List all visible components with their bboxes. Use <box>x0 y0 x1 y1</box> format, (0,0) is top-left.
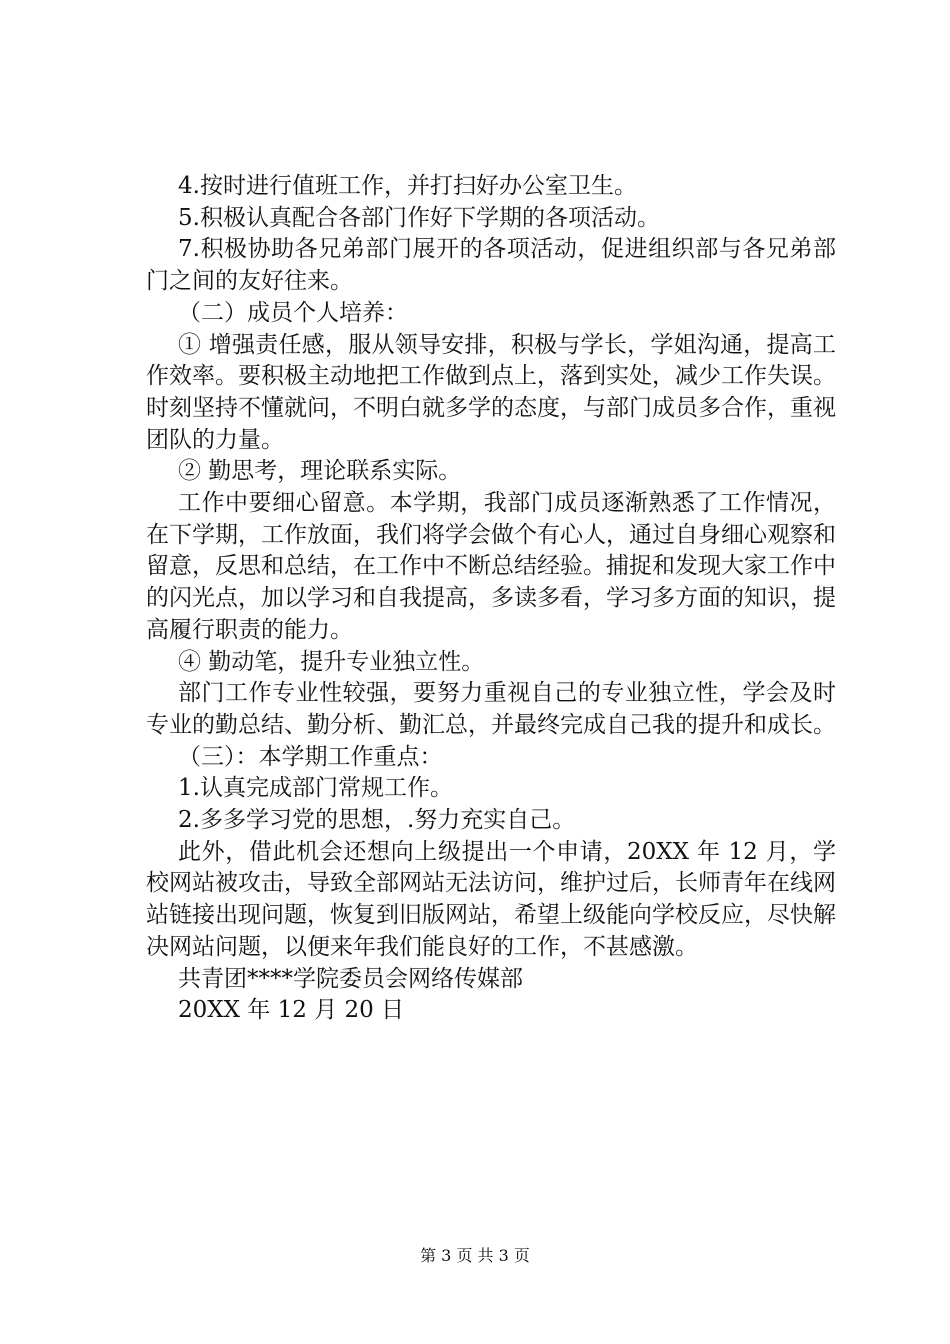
signature-organization: 共青团****学院委员会网络传媒部 <box>178 965 523 992</box>
section-heading-personal-training: （二）成员个人培养： <box>178 299 408 326</box>
paragraph-cooperate-activities: 5.积极认真配合各部门作好下学期的各项活动。 <box>178 204 660 231</box>
signature-date: 20XX 年 12 月 20 日 <box>178 997 405 1024</box>
document-body <box>146 171 836 1027</box>
paragraph-writing: ④ 勤动笔，提升专业独立性。 <box>178 648 485 675</box>
section-heading-work-focus: （三）：本学期工作重点： <box>178 743 443 770</box>
page-number: 第 3 页 共 3 页 <box>420 1246 530 1265</box>
paragraph-responsibility: ① 增强责任感，服从领导安排，积极与学长，学姐沟通，提高工作效率。要积极主动地把工作做到点上，落到实处，减少工作失误。时刻坚持不懂就问，不明白就多学的态度，与部门成员多合作，重视团队的力量。 <box>146 331 836 453</box>
paragraph-assist-departments: 7.积极协助各兄弟部门展开的各项活动，促进组织部与各兄弟部门之间的友好往来。 <box>146 236 836 295</box>
paragraph-thinking: ② 勤思考，理论联系实际。 <box>178 458 462 485</box>
paragraph-routine-work: 1.认真完成部门常规工作。 <box>178 775 453 802</box>
paragraph-study: 2.多多学习党的思想，.努力充实自己。 <box>178 807 576 834</box>
paragraph-professional-independence: 部门工作专业性较强，要努力重视自己的专业独立性，学会及时专业的勤总结、勤分析、勤汇总，并最终完成自己我的提升和成长。 <box>146 680 836 738</box>
paragraph-duty-roster: 4.按时进行值班工作，并打扫好办公室卫生。 <box>178 173 637 199</box>
page-footer <box>0 1246 950 1266</box>
paragraph-website-request: 此外，借此机会还想向上级提出一个申请，20XX 年 12 月，学校网站被攻击，导致全部网站无法访问，维护过后，长师青年在线网站链接出现问题，恢复到旧版网站，希望上级能向学校反应，尽快解决网站问题，以便来年我们能良好的工作，不甚感激。 <box>146 838 836 960</box>
paragraph-attention-detail: 工作中要细心留意。本学期，我部门成员逐渐熟悉了工作情况，在下学期，工作放面，我们将学会做个有心人，通过自身细心观察和留意，反思和总结，在工作中不断总结经验。捕捉和发现大家工作中的闪光点，加以学习和自我提高，多读多看，学习多方面的知识，提高履行职责的能力。 <box>146 490 836 643</box>
